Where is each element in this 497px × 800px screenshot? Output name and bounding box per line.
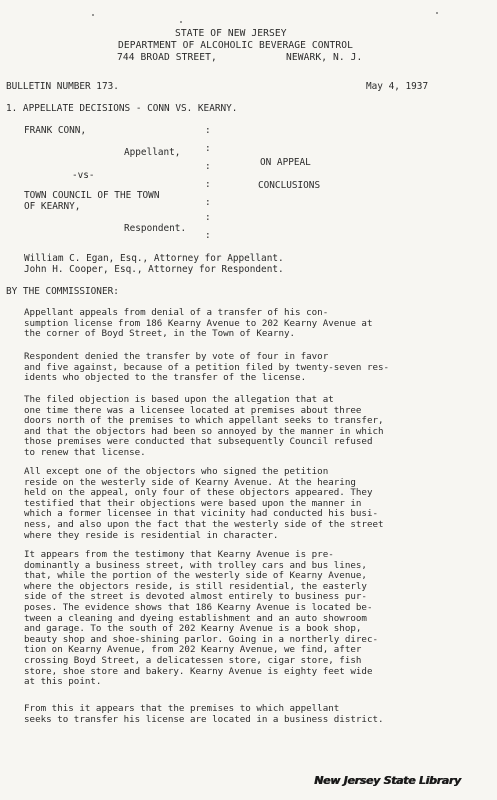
library-stamp: New Jersey State Library: [314, 774, 461, 787]
paragraph-line: reside on the westerly side of Kearny Avenue. At the hearing: [24, 476, 356, 488]
respondent-name-line2: OF KEARNY,: [24, 201, 81, 212]
paragraph-line: Respondent denied the transfer by vote of four in favor: [24, 351, 329, 362]
caption-colon: :: [205, 125, 211, 136]
paragraph-3: [24, 395, 454, 459]
scan-speck: [180, 21, 182, 23]
paragraph-line: sumption license from 186 Kearny Avenue to 202 Kearny Avenue at: [24, 317, 373, 329]
appellant-name: FRANK CONN,: [24, 125, 87, 136]
paragraph-line: held on the appeal, only four of these objectors appeared. They: [24, 487, 373, 499]
appellant-label: Appellant,: [124, 147, 181, 158]
paragraph-line: where they reside is residential in character.: [24, 529, 279, 541]
paragraph-line: It appears from the testimony that Kearny Avenue is pre-: [24, 549, 334, 560]
paragraph-line: to renew that license.: [24, 446, 146, 458]
paragraph-line: which a former licensee in that vicinity had conducted his busi-: [24, 508, 379, 520]
header-address: 744 BROAD STREET,: [117, 52, 217, 63]
paragraph-line: and that the objectors had been so annoyed by the manner in which: [24, 425, 384, 437]
versus-label: -vs-: [72, 170, 95, 181]
paragraph-line: The filed objection is based upon the allegation that at: [24, 394, 334, 405]
paragraph-line: idents who objected to the transfer of the license.: [24, 372, 307, 384]
paragraph-line: poses. The evidence shows that 186 Kearny Avenue is located be-: [24, 601, 373, 613]
caption-colon: :: [205, 212, 211, 223]
paragraph-line: doors north of the premises to which appellant seeks to transfer,: [24, 415, 384, 427]
paragraph-line: All except one of the objectors who signed the petition: [24, 466, 329, 477]
section-title: 1. APPELLATE DECISIONS - CONN VS. KEARNY.: [6, 103, 238, 114]
respondent-name-line1: TOWN COUNCIL OF THE TOWN: [24, 190, 160, 201]
paragraph-line: dominantly a business street, with trolley cars and bus lines,: [24, 559, 367, 571]
paragraph-line: crossing Boyd Street, a delicatessen store, cigar store, fish: [24, 654, 362, 666]
caption-colon: :: [205, 230, 211, 241]
paragraph-line: beauty shop and shoe-shining parlor. Going in a northerly direc-: [24, 633, 379, 645]
paragraph-line: and five against, because of a petition filed by twenty-seven res-: [24, 361, 390, 373]
paragraph-line: ness, and also upon the fact that the westerly side of the street: [24, 518, 384, 530]
caption-colon: :: [205, 143, 211, 154]
by-commissioner: BY THE COMMISSIONER:: [6, 286, 119, 297]
caption-colon: :: [205, 161, 211, 172]
paragraph-4: [24, 467, 454, 541]
header-department: DEPARTMENT OF ALCOHOLIC BEVERAGE CONTROL: [118, 40, 354, 51]
paragraph-line: where the objectors reside, is still residential, the easterly: [24, 580, 367, 592]
paragraph-line: tween a cleaning and dyeing establishment and an auto showroom: [24, 612, 367, 624]
paragraph-5: [24, 550, 454, 688]
header-state: STATE OF NEW JERSEY: [175, 28, 287, 39]
bulletin-date: May 4, 1937: [366, 81, 429, 92]
paragraph-line: those premises were conducted that subsequently Council refused: [24, 436, 373, 448]
conclusions-label: CONCLUSIONS: [258, 180, 321, 191]
paragraph-6: [24, 704, 454, 725]
scan-speck: [92, 14, 94, 16]
paragraph-line: that, while the portion of the westerly side of Kearny Avenue,: [24, 570, 367, 582]
header-city: NEWARK, N. J.: [286, 52, 363, 63]
paragraph-line: testified that their objections were based upon the manner in: [24, 497, 362, 509]
caption-colon: :: [205, 197, 211, 208]
paragraph-line: one time there was a licensee located at premises about three: [24, 404, 362, 416]
scan-speck: [436, 12, 438, 14]
caption-colon: :: [205, 179, 211, 190]
paragraph-1: [24, 308, 454, 340]
respondent-label: Respondent.: [124, 223, 187, 234]
paragraph-line: side of the street is devoted almost entirely to business pur-: [24, 591, 367, 603]
attorney-appellant: William C. Egan, Esq., Attorney for Appellant.: [24, 253, 284, 264]
paragraph-line: From this it appears that the premises to which appellant: [24, 703, 340, 714]
on-appeal-label: ON APPEAL: [260, 157, 311, 168]
paragraph-2: [24, 352, 454, 384]
paragraph-line: the corner of Boyd Street, in the Town of Kearny.: [24, 328, 296, 340]
paragraph-line: Appellant appeals from denial of a transfer of his con-: [24, 307, 329, 318]
paragraph-line: tion on Kearny Avenue, from 202 Kearny Avenue, we find, after: [24, 644, 362, 656]
paragraph-line: seeks to transfer his license are located in a business district.: [24, 713, 384, 725]
paragraph-line: and garage. To the south of 202 Kearny Avenue is a book shop,: [24, 623, 362, 635]
paragraph-line: store, shoe store and bakery. Kearny Avenue is eighty feet wide: [24, 665, 373, 677]
paragraph-line: at this point.: [24, 676, 102, 688]
bulletin-number: BULLETIN NUMBER 173.: [6, 81, 119, 92]
attorney-respondent: John H. Cooper, Esq., Attorney for Respondent.: [24, 264, 284, 275]
